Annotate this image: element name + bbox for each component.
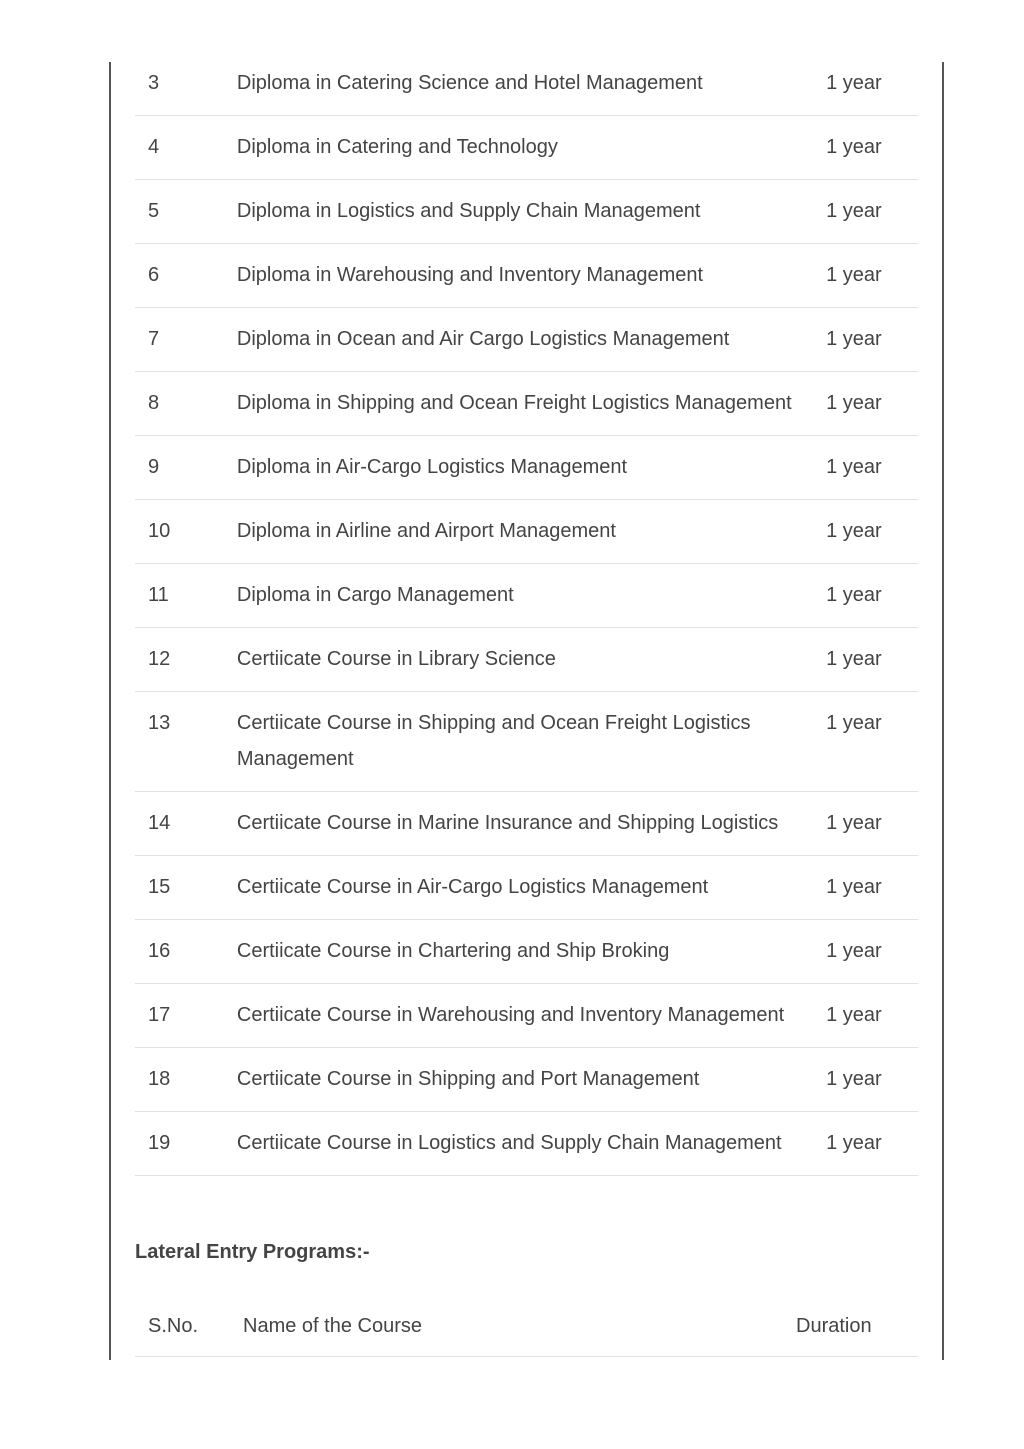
table-row — [135, 116, 918, 180]
course-sno: 5 — [148, 200, 160, 222]
table-row — [135, 180, 918, 244]
course-name: Certiicate Course in Shipping and Ocean Freight Logistics Management — [236, 712, 751, 770]
course-sno: 15 — [148, 876, 171, 898]
table-row — [135, 692, 918, 792]
course-sno: 7 — [148, 328, 160, 350]
course-duration: 1 year — [826, 264, 882, 286]
course-sno: 10 — [148, 520, 171, 542]
course-duration: 1 year — [826, 1004, 882, 1026]
table-row — [135, 308, 918, 372]
course-name: Diploma in Air-Cargo Logistics Management — [236, 456, 628, 478]
course-name: Diploma in Shipping and Ocean Freight Logistics Management — [236, 392, 792, 414]
course-name: Diploma in Airline and Airport Management — [236, 520, 616, 542]
course-table-body — [135, 52, 918, 1176]
course-duration: 1 year — [826, 72, 882, 94]
table-row — [135, 500, 918, 564]
course-sno: 13 — [148, 712, 171, 734]
table-row — [135, 920, 918, 984]
course-duration: 1 year — [826, 456, 882, 478]
course-sno: 3 — [148, 72, 160, 94]
course-sno: 4 — [148, 136, 160, 158]
table-row — [135, 564, 918, 628]
course-duration: 1 year — [826, 328, 882, 350]
lateral-entry-table — [135, 1308, 918, 1357]
course-sno: 14 — [148, 812, 171, 834]
table-row — [135, 984, 918, 1048]
course-sno: 12 — [148, 648, 171, 670]
course-sno: 8 — [148, 392, 160, 414]
course-name: Diploma in Logistics and Supply Chain Management — [236, 200, 701, 222]
lateral-table-header-row — [135, 1308, 918, 1357]
course-duration: 1 year — [826, 1132, 882, 1154]
course-name: Certiicate Course in Logistics and Supply Chain Management — [236, 1132, 782, 1154]
course-sno: 18 — [148, 1068, 171, 1090]
document-content — [135, 52, 918, 1357]
course-duration: 1 year — [826, 712, 882, 734]
course-name: Diploma in Warehousing and Inventory Management — [236, 264, 704, 286]
course-duration: 1 year — [826, 520, 882, 542]
course-sno: 9 — [148, 456, 160, 478]
course-duration: 1 year — [826, 1068, 882, 1090]
table-row — [135, 628, 918, 692]
course-name: Certiicate Course in Marine Insurance and Shipping Logistics — [236, 812, 779, 834]
course-name: Certiicate Course in Warehousing and Inventory Management — [236, 1004, 785, 1026]
course-duration: 1 year — [826, 392, 882, 414]
course-sno: 6 — [148, 264, 160, 286]
course-name: Certiicate Course in Shipping and Port Management — [236, 1068, 700, 1090]
course-name: Certiicate Course in Chartering and Ship Broking — [236, 940, 670, 962]
table-row — [135, 436, 918, 500]
course-name: Certiicate Course in Air-Cargo Logistics Management — [236, 876, 709, 898]
table-row — [135, 52, 918, 116]
course-duration: 1 year — [826, 200, 882, 222]
course-duration: 1 year — [826, 136, 882, 158]
course-duration: 1 year — [826, 812, 882, 834]
course-duration: 1 year — [826, 584, 882, 606]
course-sno: 16 — [148, 940, 171, 962]
header-course-name: Name of the Course — [243, 1315, 422, 1337]
lateral-entry-heading: Lateral Entry Programs:- — [135, 1241, 370, 1263]
table-row — [135, 244, 918, 308]
course-sno: 17 — [148, 1004, 171, 1026]
course-name: Diploma in Cargo Management — [236, 584, 514, 606]
table-row — [135, 792, 918, 856]
course-name: Certiicate Course in Library Science — [236, 648, 556, 670]
course-name: Diploma in Catering Science and Hotel Management — [236, 72, 703, 94]
course-sno: 11 — [148, 584, 169, 606]
course-table — [135, 52, 918, 1176]
table-row — [135, 1112, 918, 1176]
course-duration: 1 year — [826, 648, 882, 670]
table-row — [135, 1048, 918, 1112]
course-name: Diploma in Ocean and Air Cargo Logistics Management — [236, 328, 730, 350]
course-sno: 19 — [148, 1132, 171, 1154]
table-row — [135, 372, 918, 436]
course-duration: 1 year — [826, 876, 882, 898]
course-duration: 1 year — [826, 940, 882, 962]
header-duration: Duration — [796, 1315, 872, 1337]
table-row — [135, 856, 918, 920]
header-sno: S.No. — [148, 1315, 199, 1337]
course-name: Diploma in Catering and Technology — [236, 136, 558, 158]
